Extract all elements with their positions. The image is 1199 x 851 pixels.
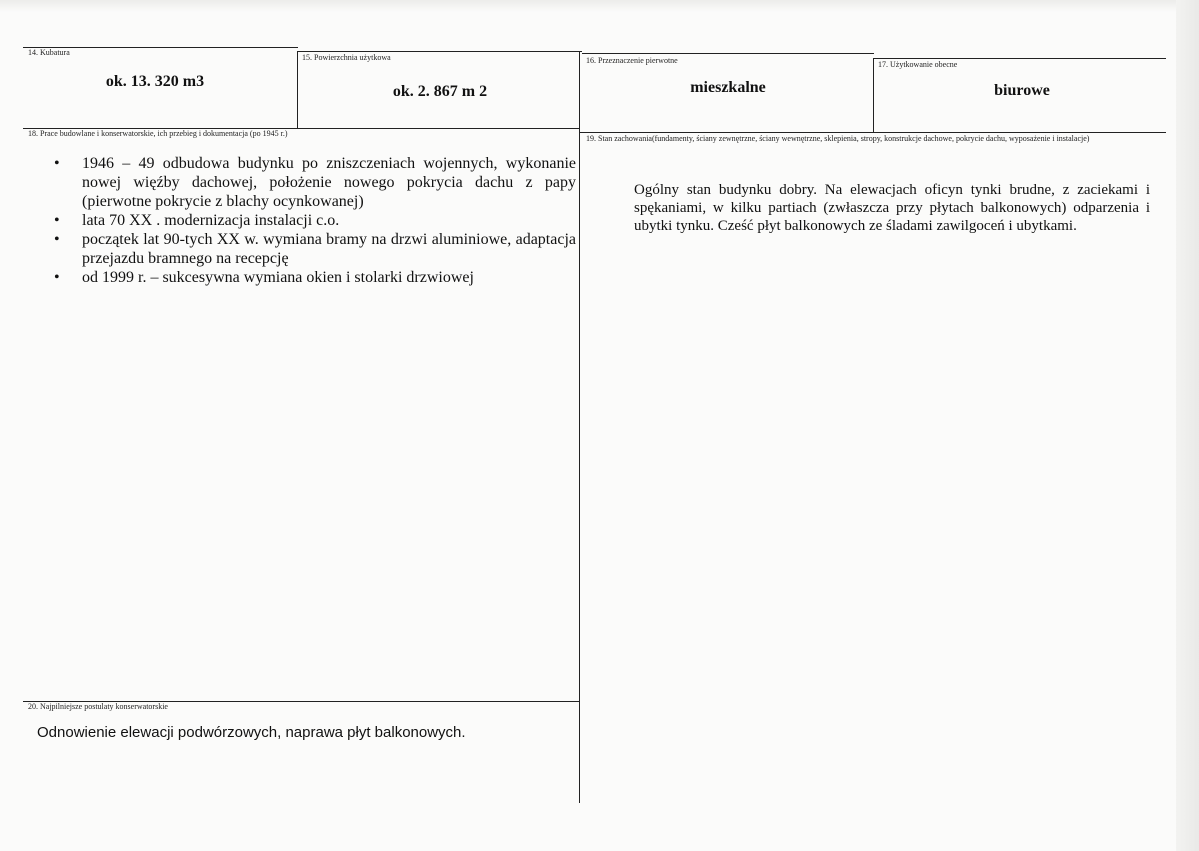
list-item bbox=[52, 154, 576, 211]
value-kubatura: ok. 13. 320 m3 bbox=[105, 73, 205, 90]
bullet-icon: • bbox=[54, 231, 60, 248]
value-uzytkowanie: biurowe bbox=[994, 82, 1050, 99]
label-stan-zachowania: 19. Stan zachowania(fundamenty, ściany zewnętrzne, ściany wewnętrzne, sklepienia, stropy, konstrukcje dachowe, pokrycie dachu, wyposażenie i instalacje) bbox=[586, 134, 1090, 143]
list-item-text: początek lat 90-tych XX w. wymiana bramy na drzwi aluminiowe, adaptacja przejazdu bramnego na recepcję bbox=[82, 231, 576, 267]
value-powierzchnia: ok. 2. 867 m 2 bbox=[392, 83, 488, 100]
top-rule-3 bbox=[582, 53, 874, 54]
list-item-text: od 1999 r. – sukcesywna wymiana okien i stolarki drzwiowej bbox=[82, 269, 474, 286]
divider-16-17 bbox=[873, 58, 874, 132]
divider-14-15 bbox=[297, 51, 298, 128]
list-item-text: lata 70 XX . modernizacja instalacji c.o. bbox=[82, 212, 340, 229]
label-przeznaczenie: 16. Przeznaczenie pierwotne bbox=[586, 56, 678, 65]
label-prace: 18. Prace budowlane i konserwatorskie, ich przebieg i dokumentacja (po 1945 r.) bbox=[28, 129, 288, 138]
list-item bbox=[52, 230, 576, 268]
top-rule-4 bbox=[874, 58, 1166, 59]
stan-zachowania-text: Ogólny stan budynku dobry. Na elewacjach oficyn tynki brudne, z zaciekami i spękaniami, w kilku partiach (zwłaszcza przy płytach balkonowych) odparzenia i ubytki tynku. Cześć płyt balkonowych ze śladami zawilgoceń i ubytkami. bbox=[634, 182, 1150, 234]
divider-main bbox=[579, 51, 580, 803]
postulaty-text: Odnowienie elewacji podwórzowych, naprawa płyt balkonowych. bbox=[37, 724, 466, 741]
bullet-icon: • bbox=[54, 155, 60, 172]
label-kubatura: 14. Kubatura bbox=[28, 48, 70, 57]
label-postulaty: 20. Najpilniejsze postulaty konserwatorskie bbox=[28, 702, 168, 711]
scan-right-edge bbox=[1176, 0, 1199, 851]
top-rule-2 bbox=[298, 51, 582, 52]
prace-list bbox=[52, 154, 576, 287]
label-uzytkowanie: 17. Użytkowanie obecne bbox=[878, 60, 958, 69]
bullet-icon: • bbox=[54, 269, 60, 286]
list-item bbox=[52, 211, 576, 230]
row-rule-right bbox=[580, 132, 1166, 133]
label-powierzchnia: 15. Powierzchnia użytkowa bbox=[302, 53, 391, 62]
value-przeznaczenie: mieszkalne bbox=[690, 79, 766, 96]
bullet-icon: • bbox=[54, 212, 60, 229]
list-item bbox=[52, 268, 576, 287]
list-item-text: 1946 – 49 odbudowa budynku po zniszczeniach wojennych, wykonanie nowej więźby dachowej, położenie nowego pokrycia dachu z papy (pierwotne pokrycie z blachy ocynkowanej) bbox=[82, 155, 576, 210]
scan-top-edge bbox=[0, 0, 1199, 12]
